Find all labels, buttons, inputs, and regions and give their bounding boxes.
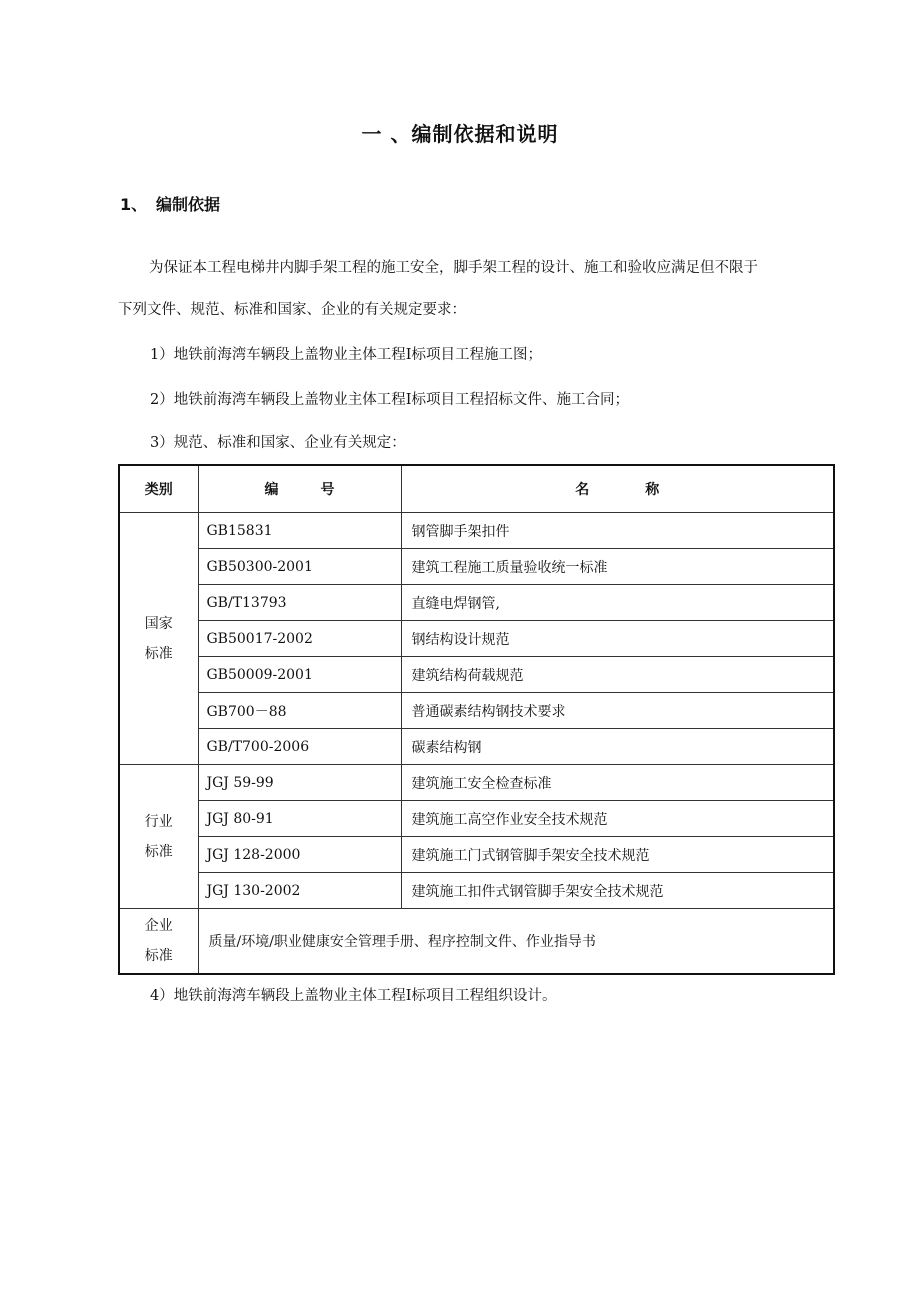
intro-paragraph-line2: 下列文件、规范、标准和国家、企业的有关规定要求： [118, 302, 466, 318]
list-item: 2）地铁前海湾车辆段上盖物业主体工程Ⅰ标项目工程招标文件、施工合同； [150, 392, 629, 408]
table-row [119, 765, 834, 801]
category-national [119, 513, 198, 765]
section-heading [120, 192, 220, 215]
table-row [119, 693, 834, 729]
standard-name: 碳素结构钢 [401, 729, 834, 765]
table-row [119, 837, 834, 873]
table-row [119, 873, 834, 909]
header-category: 类别 [119, 465, 198, 513]
standard-name: 直缝电焊钢管, [401, 585, 834, 621]
category-enterprise [119, 909, 198, 975]
standard-name: 建筑结构荷载规范 [401, 657, 834, 693]
list-item: 3）规范、标准和国家、企业有关规定： [150, 435, 406, 451]
standard-name: 建筑工程施工质量验收统一标准 [401, 549, 834, 585]
table-row [119, 621, 834, 657]
standard-code: GB50017-2002 [198, 621, 401, 657]
table-row [119, 585, 834, 621]
category-label: 标准 [144, 843, 173, 860]
header-code: 编 号 [198, 465, 401, 513]
standard-code: GB15831 [198, 513, 401, 549]
category-label: 标准 [144, 948, 173, 964]
standard-code: JGJ 128-2000 [198, 837, 401, 873]
section-title: 编制依据 [156, 195, 221, 214]
table-row [119, 549, 834, 585]
category-label: 标准 [144, 645, 173, 662]
standard-name: 建筑施工门式钢管脚手架安全技术规范 [401, 837, 834, 873]
category-label: 国家 [144, 615, 173, 632]
page-title: 一 、编制依据和说明 [361, 122, 559, 146]
standard-name: 建筑施工扣件式钢管脚手架安全技术规范 [401, 873, 834, 909]
table-row [119, 657, 834, 693]
standard-name: 普通碳素结构钢技术要求 [401, 693, 834, 729]
standard-code: GB/T700-2006 [198, 729, 401, 765]
standard-code: GB50009-2001 [198, 657, 401, 693]
standard-code: GB/T13793 [198, 585, 401, 621]
standard-code: GB50300-2001 [198, 549, 401, 585]
standard-name: 钢管脚手架扣件 [401, 513, 834, 549]
table-row [119, 801, 834, 837]
standards-table [118, 464, 835, 975]
standard-name: 钢结构设计规范 [401, 621, 834, 657]
intro-paragraph-line1: 为保证本工程电梯井内脚手架工程的施工安全，脚手架工程的设计、施工和验收应满足但不限于 [149, 260, 758, 276]
standard-code: JGJ 59-99 [198, 765, 401, 801]
section-number: 1、 [120, 195, 148, 214]
standard-code: GB700－88 [198, 693, 401, 729]
enterprise-standard-text: 质量/环境/职业健康安全管理手册、程序控制文件、作业指导书 [198, 909, 834, 975]
standard-name: 建筑施工安全检查标准 [401, 765, 834, 801]
table-row [119, 729, 834, 765]
list-item: 4）地铁前海湾车辆段上盖物业主体工程Ⅰ标项目工程组织设计。 [150, 988, 557, 1004]
standard-code: JGJ 130-2002 [198, 873, 401, 909]
table-row [119, 909, 834, 975]
table-header-row [119, 465, 834, 513]
standard-name: 建筑施工高空作业安全技术规范 [401, 801, 834, 837]
table-row [119, 513, 834, 549]
header-name: 名 称 [401, 465, 834, 513]
category-label: 行业 [144, 813, 173, 830]
standard-code: JGJ 80-91 [198, 801, 401, 837]
list-item: 1）地铁前海湾车辆段上盖物业主体工程Ⅰ标项目工程施工图； [150, 347, 542, 363]
category-industry [119, 765, 198, 909]
category-label: 企业 [144, 918, 173, 934]
